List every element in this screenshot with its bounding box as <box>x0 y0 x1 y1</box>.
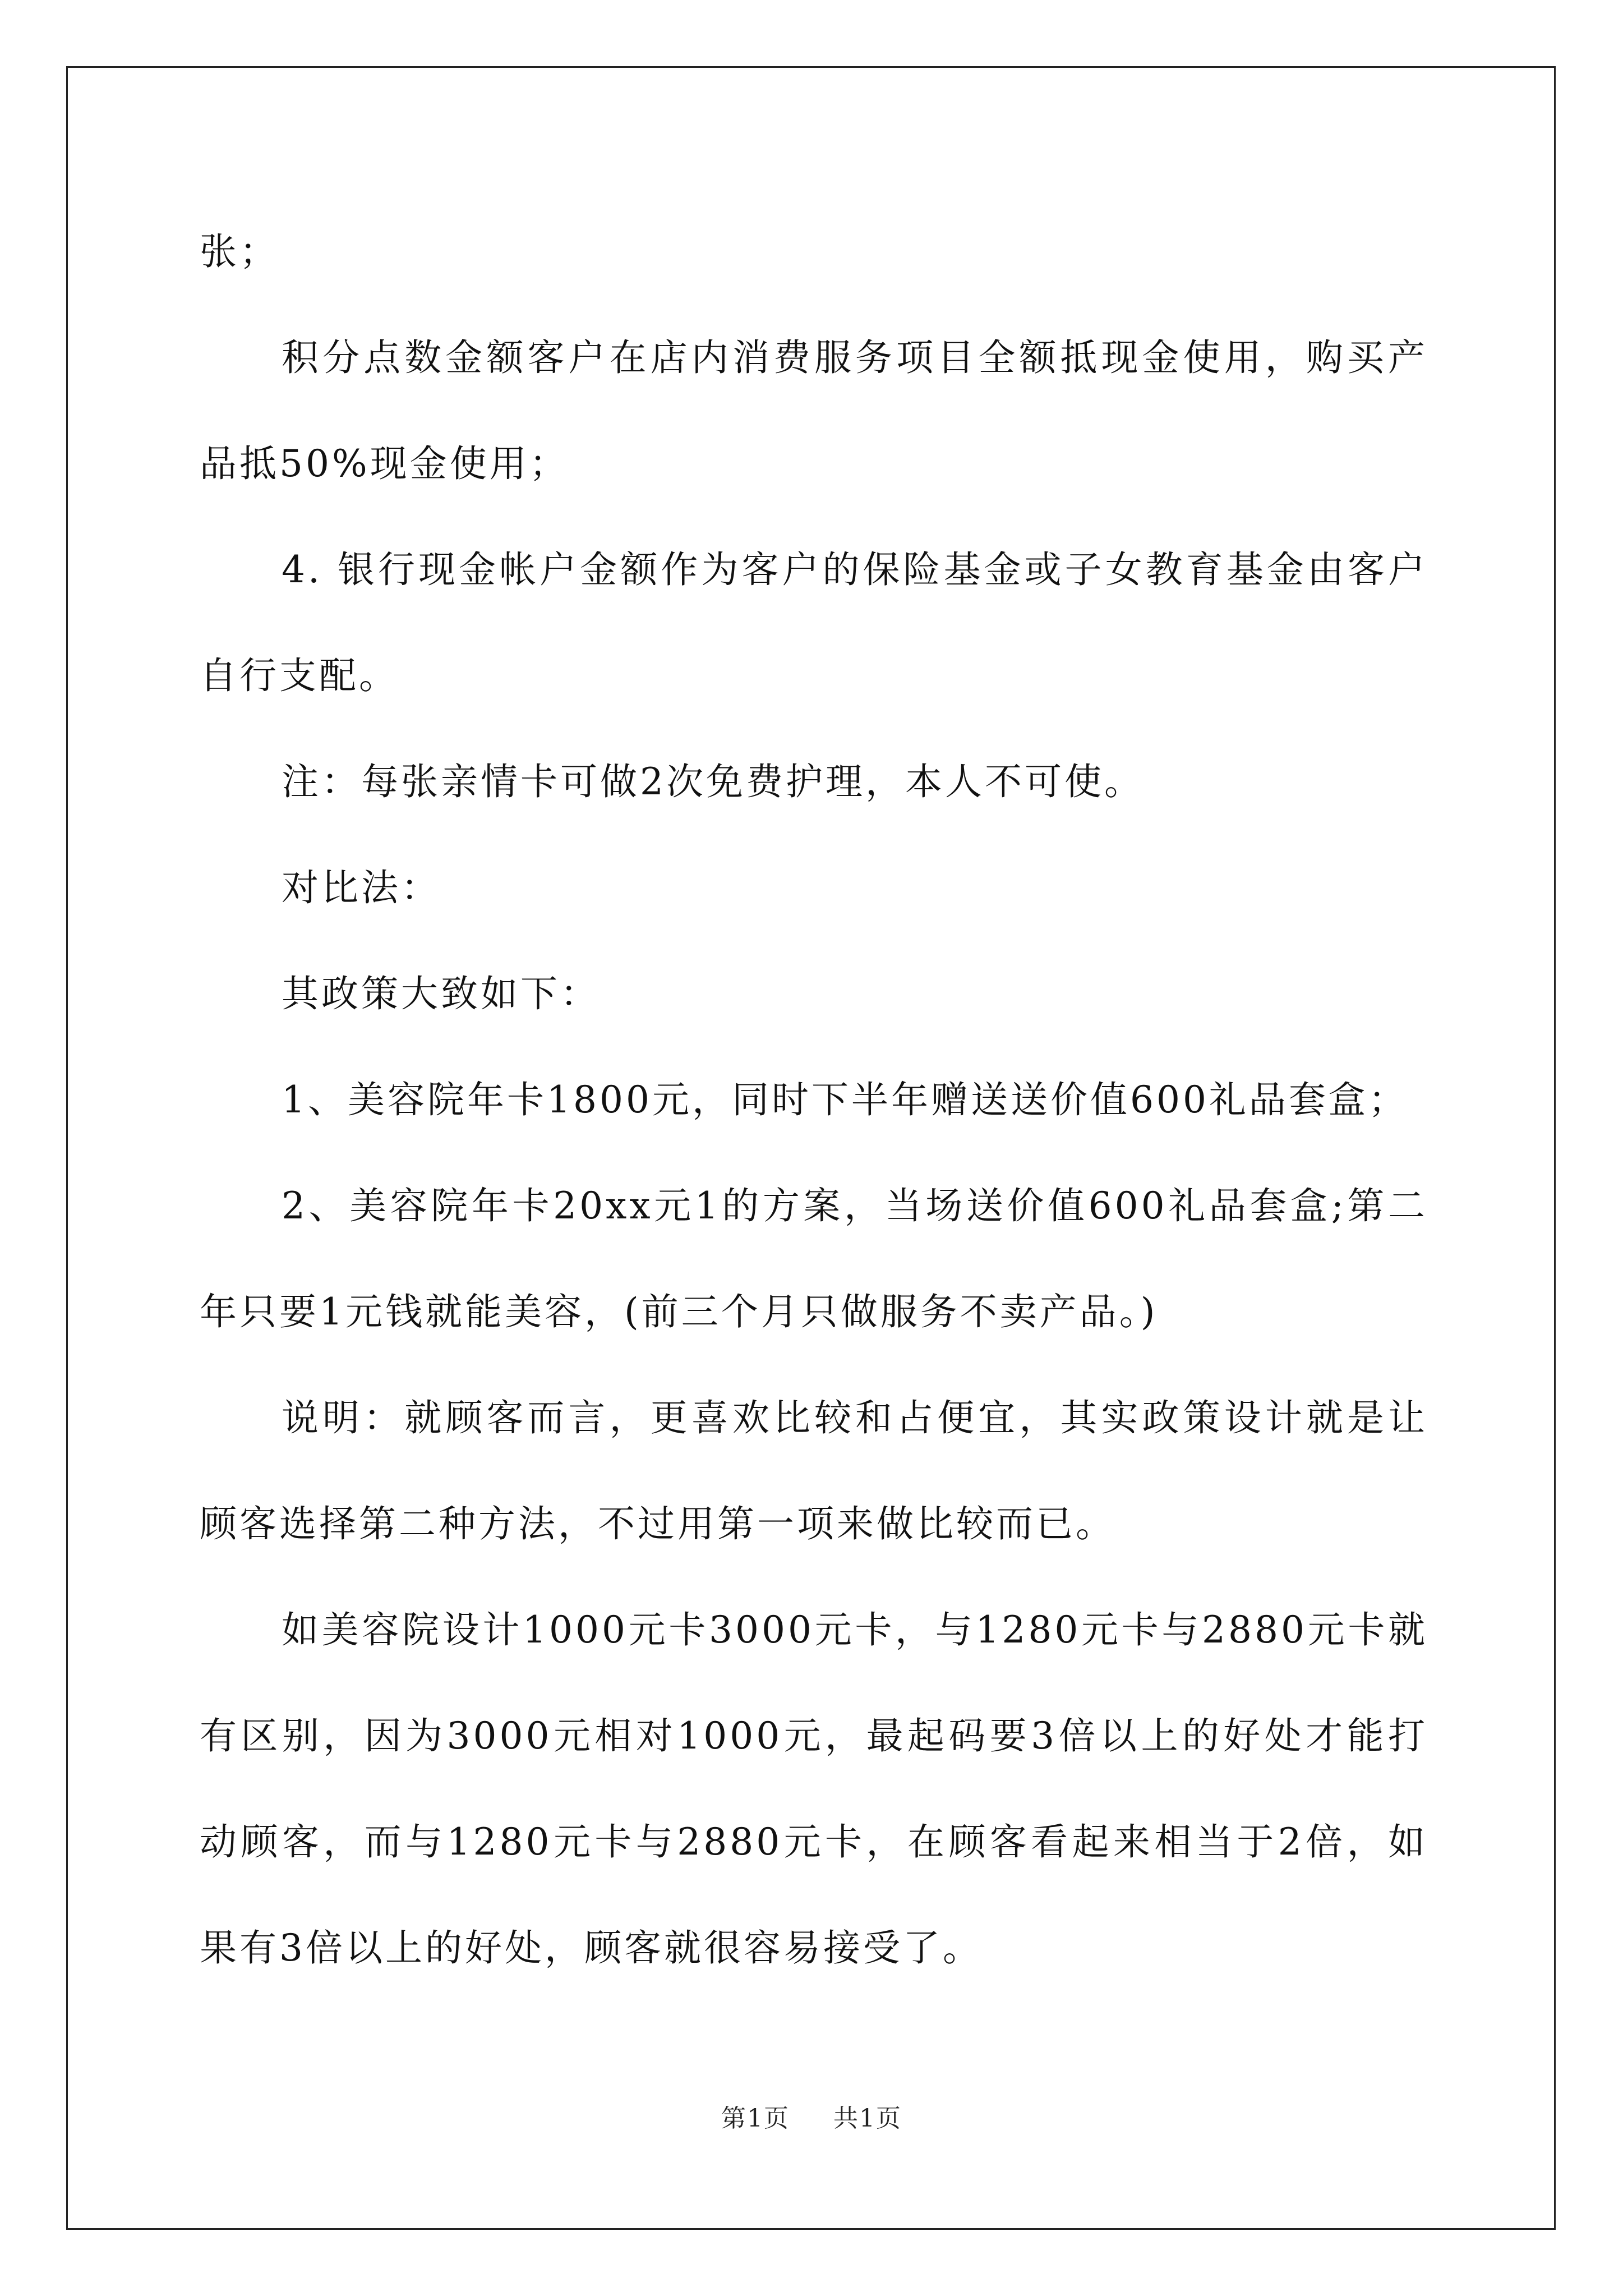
paragraph-3: 4. 银行现金帐户金额作为客户的保险基金或子女教育基金由客户自行支配。 <box>200 548 1428 697</box>
page-footer <box>0 2098 1623 2134</box>
document-body <box>200 199 1428 2001</box>
page-number-total: 共1页 <box>833 2104 902 2133</box>
paragraph-7: 1、美容院年卡1800元，同时下半年赠送送价值600礼品套盒； <box>282 1078 1408 1121</box>
paragraph-2: 积分点数金额客户在店内消费服务项目全额抵现金使用，购买产品抵50%现金使用； <box>200 336 1428 485</box>
page-number-current: 第1页 <box>721 2104 790 2133</box>
paragraph-5: 对比法： <box>282 866 441 909</box>
paragraph-6: 其政策大致如下： <box>282 972 600 1015</box>
paragraph-9: 说明：就顾客而言，更喜欢比较和占便宜，其实政策设计就是让顾客选择第二种方法，不过用第一项来做比较而已。 <box>200 1396 1428 1545</box>
paragraph-1: 张； <box>200 230 279 273</box>
paragraph-8: 2、美容院年卡20xx元1的方案，当场送价值600礼品套盒;第二年只要1元钱就能美容，(前三个月只做服务不卖产品。) <box>200 1184 1428 1333</box>
paragraph-10: 如美容院设计1000元卡3000元卡，与1280元卡与2880元卡就有区别，因为3000元相对1000元，最起码要3倍以上的好处才能打动顾客，而与1280元卡与2880元卡，在顾客看起来相当于2倍，如果有3倍以上的好处，顾客就很容易接受了。 <box>200 1608 1428 1970</box>
paragraph-4: 注：每张亲情卡可做2次免费护理，本人不可使。 <box>282 760 1144 803</box>
